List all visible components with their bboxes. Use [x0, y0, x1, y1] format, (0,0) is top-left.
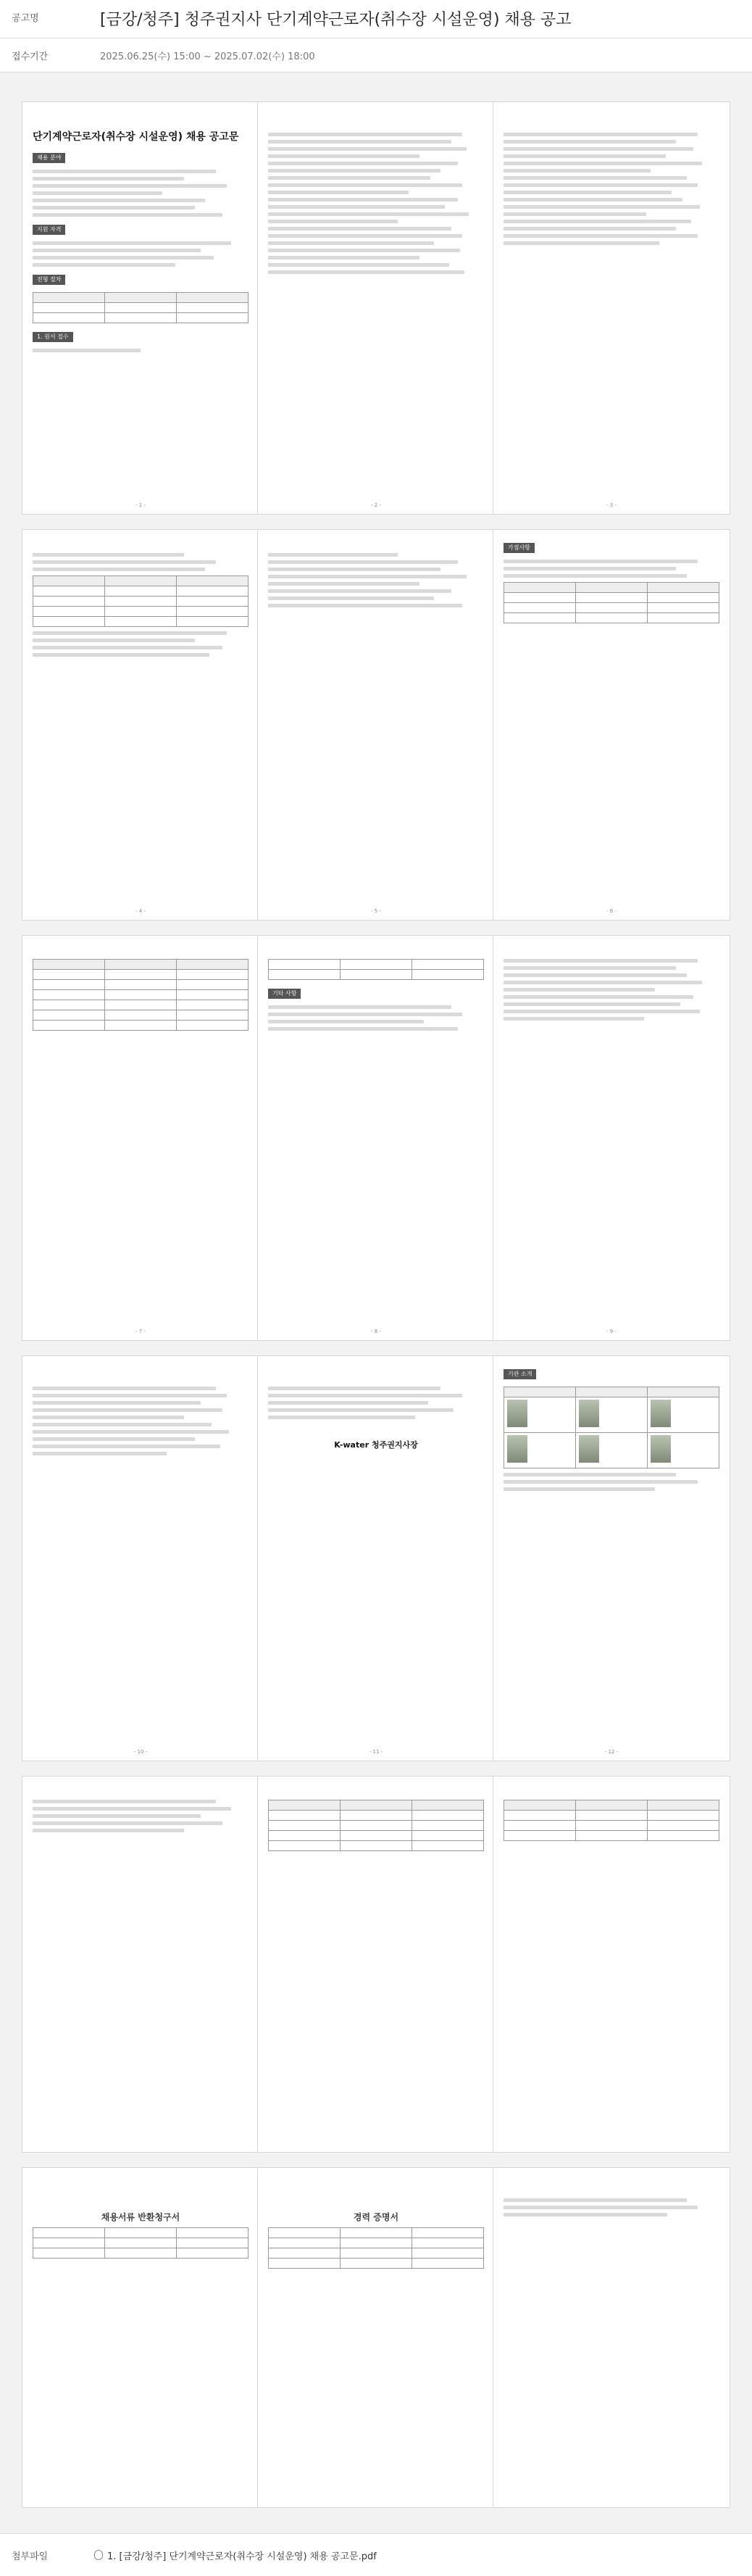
section-heading: 기타 사항 — [268, 989, 301, 999]
section-heading: 전형 절차 — [33, 275, 65, 285]
section-heading: 가점사항 — [504, 543, 535, 553]
document-page-15 — [493, 1776, 730, 2153]
page-number: - 1 - — [135, 502, 146, 508]
page-number: - 2 - — [371, 502, 381, 508]
period-label: 접수기간 — [12, 51, 49, 62]
page-number: - 10 - — [133, 1749, 148, 1755]
document-page-17 — [257, 2167, 495, 2508]
title-label: 공고명 — [12, 13, 39, 24]
process-table — [33, 292, 248, 323]
page-number: - 11 - — [369, 1749, 383, 1755]
document-page-11 — [257, 1355, 495, 1761]
form-title: 채용서류 반환청구서 — [101, 2212, 180, 2222]
header-period-row — [0, 38, 752, 72]
document-title: 단기계약근로자(취수장 시설운영) 채용 공고문 — [33, 131, 239, 143]
return-form-table — [33, 2227, 248, 2259]
document-page-3 — [493, 101, 730, 515]
section-heading: 1. 원서 접수 — [33, 332, 73, 342]
document-page-8 — [257, 935, 495, 1341]
document-page-13 — [22, 1776, 259, 2153]
document-page-14 — [257, 1776, 495, 2153]
facility-table — [504, 1387, 719, 1468]
doc-table — [268, 959, 484, 980]
attachment-label: 첨부파일 — [12, 2551, 49, 2562]
document-page-10 — [22, 1355, 259, 1761]
document-page-5 — [257, 529, 495, 921]
score-table — [33, 576, 248, 627]
page-number: - 5 - — [371, 908, 381, 914]
section-heading: 지원 자격 — [33, 225, 65, 235]
document-page-4 — [22, 529, 259, 921]
page-title: [금강/청주] 청주권지사 단기계약근로자(취수장 시설운영) 채용 공고 — [100, 11, 572, 29]
document-page-7 — [22, 935, 259, 1341]
page-number: - 12 - — [604, 1749, 619, 1755]
page-number: - 9 - — [606, 1329, 617, 1334]
page-number: - 4 - — [135, 908, 146, 914]
page-number: - 6 - — [606, 908, 617, 914]
paperclip-icon — [94, 2550, 103, 2560]
form-title: 경력 증명서 — [353, 2212, 399, 2222]
header-title-row — [0, 0, 752, 38]
period-value: 2025.06.25(수) 15:00 ~ 2025.07.02(수) 18:00 — [100, 51, 315, 62]
section-heading: 기관 소개 — [504, 1369, 536, 1379]
document-page-16 — [22, 2167, 259, 2508]
document-page-18 — [493, 2167, 730, 2508]
page-number: - 3 - — [606, 502, 617, 508]
bonus-table — [504, 582, 719, 623]
form-table — [268, 1800, 484, 1851]
section-heading: 채용 분야 — [33, 153, 65, 163]
doc-table — [33, 959, 248, 1031]
page-number: - 7 - — [135, 1329, 146, 1334]
signature: K-water 청주권지사장 — [334, 1440, 418, 1450]
document-page-9 — [493, 935, 730, 1341]
attachment-file-name[interactable]: 1. [금강/청주] 단기계약근로자(취수장 시설운영) 채용 공고문.pdf — [107, 2551, 377, 2562]
attachment-file-link[interactable] — [94, 2548, 377, 2562]
document-page-2 — [257, 101, 495, 515]
document-page-12 — [493, 1355, 730, 1761]
form-table — [504, 1800, 719, 1841]
document-page-6 — [493, 529, 730, 921]
document-viewer[interactable] — [0, 72, 752, 2533]
attachment-row — [0, 2533, 752, 2576]
page-number: - 8 - — [371, 1329, 381, 1334]
career-form-table — [268, 2227, 484, 2269]
document-page-1 — [22, 101, 259, 515]
